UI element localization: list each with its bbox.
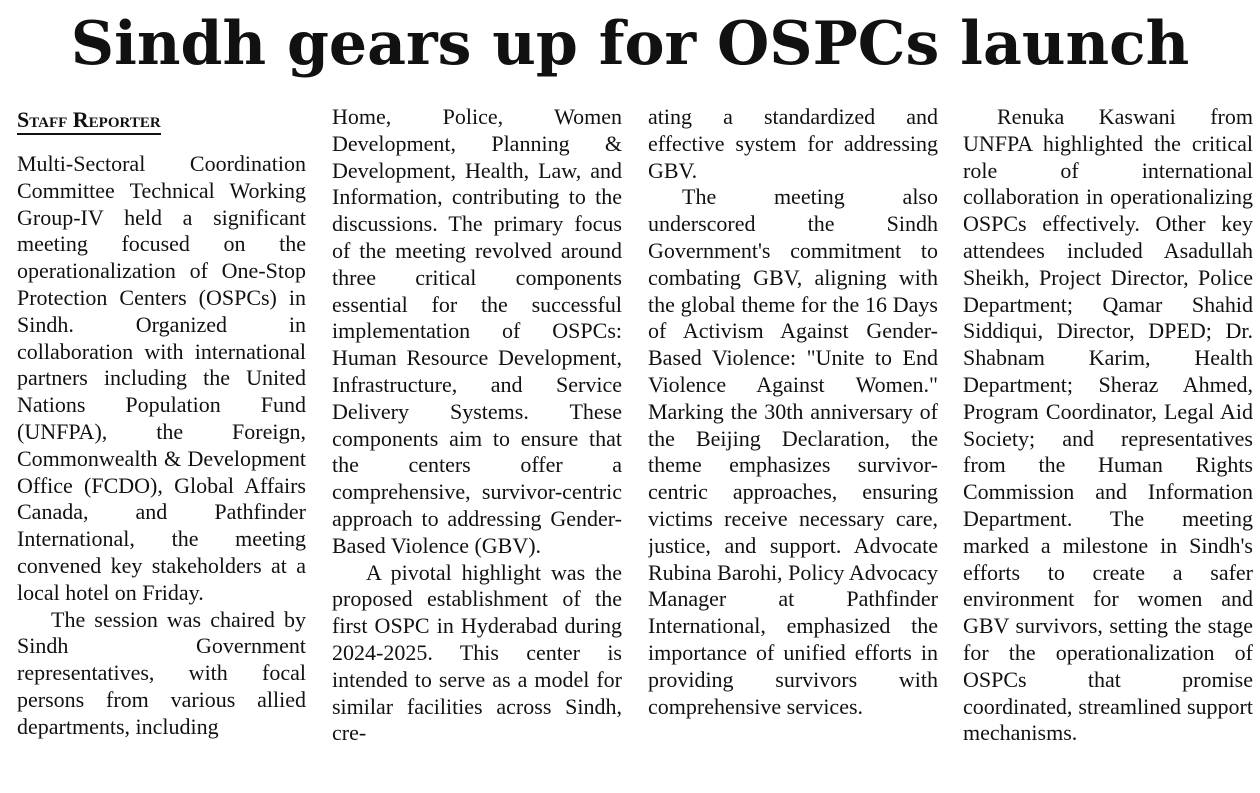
paragraph: A pivotal highlight was the proposed establishment of the first OSPC in Hyderabad during 2024-2025. This center is intended to serve as a model for similar facilities across Sindh, cre- [332, 559, 622, 746]
byline: Staff Reporter [17, 107, 161, 135]
headline: Sindh gears up for OSPCs launch [70, 9, 1190, 79]
article-column-4 [963, 104, 1253, 792]
article-column-1 [17, 104, 306, 792]
paragraph: The meeting also underscored the Sindh Government's commitment to combating GBV, aligning with the global theme for the 16 Days of Activism Against Gender-Based Violence: "Unite to End Violence Against Women." Marking the 30th anniversary of the Beijing Declaration, the theme emphasizes survivor-centric approaches, ensuring victims receive necessary care, justice, and support. Advocate Rubina Barohi, Policy Advocacy Manager at Pathfinder International, emphasized the importance of unified efforts in providing survivors with comprehensive services. [648, 184, 938, 719]
paragraph: Renuka Kaswani from UNFPA highlighted the critical role of international collaboration in operationalizing OSPCs effectively. Other key attendees included Asadullah Sheikh, Project Director, Police Department; Qamar Shahid Siddiqui, Director, DPED; Dr. Shabnam Karim, Health Department; Sheraz Ahmed, Program Coordinator, Legal Aid Society; and representatives from the Human Rights Commission and Information Department. The meeting marked a milestone in Sindh's efforts to create a safer environment for women and GBV survivors, setting the stage for the operationalization of OSPCs that promise coordinated, streamlined support mechanisms. [963, 104, 1253, 746]
paragraph: The session was chaired by Sindh Government representatives, with focal persons from various allied departments, including [17, 606, 306, 739]
article-column-3 [648, 104, 938, 792]
article-column-2 [332, 104, 622, 792]
paragraph: ating a standardized and effective system for addressing GBV. [648, 104, 938, 183]
paragraph: Multi-Sectoral Coordination Committee Technical Working Group-IV held a significant meeting focused on the operationalization of One-Stop Protection Centers (OSPCs) in Sindh. Organized in collaboration with international partners including the United Nations Population Fund (UNFPA), the Foreign, Commonwealth & Development Office (FCDO), Global Affairs Canada, and Pathfinder International, the meeting convened key stakeholders at a local hotel on Friday. [17, 151, 306, 605]
paragraph: Home, Police, Women Development, Planning & Development, Health, Law, and Information, contributing to the discussions. The primary focus of the meeting revolved around three critical components essential for the successful implementation of OSPCs: Human Resource Development, Infrastructure, and Service Delivery Systems. These components aim to ensure that the centers offer a comprehensive, survivor-centric approach to addressing Gender-Based Violence (GBV). [332, 104, 622, 558]
